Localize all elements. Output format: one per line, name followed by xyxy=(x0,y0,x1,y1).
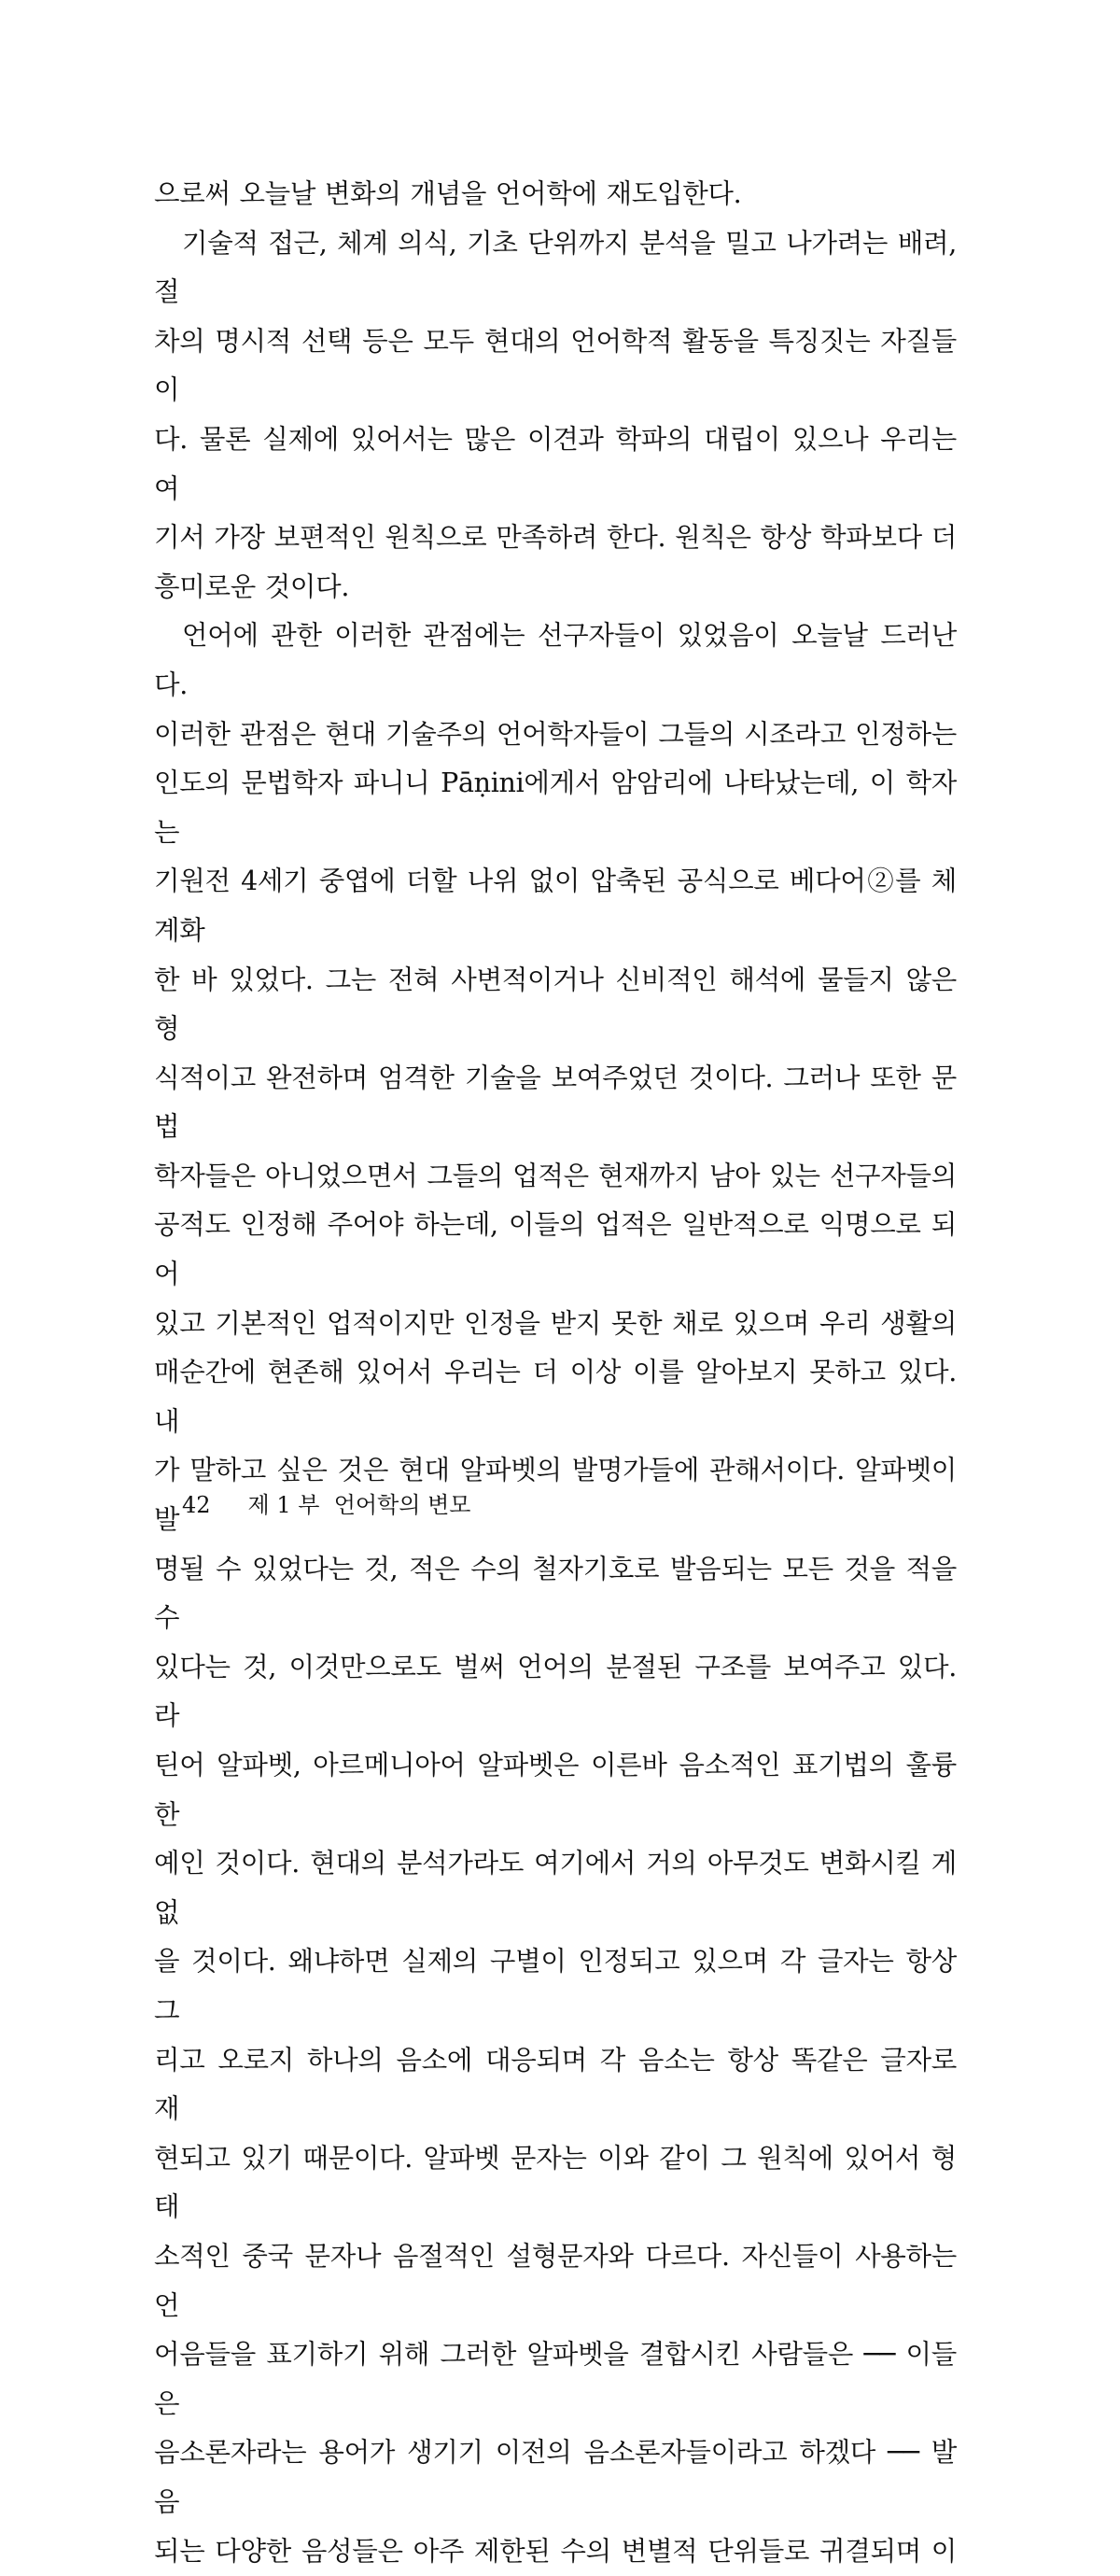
text-line: 학자들은 아니었으면서 그들의 업적은 현재까지 남아 있는 선구자들의 xyxy=(154,1152,957,1202)
text-line: 다. 물론 실제에 있어서는 많은 이견과 학파의 대립이 있으나 우리는 여 xyxy=(154,415,957,514)
text-line: 틴어 알파벳, 아르메니아어 알파벳은 이른바 음소적인 표기법의 훌륭한 xyxy=(154,1741,957,1839)
text-line: 어음들을 표기하기 위해 그러한 알파벳을 결합시킨 사람들은 ── 이들은 xyxy=(154,2330,957,2428)
text-line: 있다는 것, 이것만으로도 벌써 언어의 분절된 구조를 보여주고 있다. 라 xyxy=(154,1643,957,1741)
text-line: 기술적 접근, 체계 의식, 기초 단위까지 분석을 밀고 나가려는 배려, 절 xyxy=(154,219,957,317)
text-line: 소적인 중국 문자나 음절적인 설형문자와 다르다. 자신들이 사용하는 언 xyxy=(154,2232,957,2330)
text-line: 인도의 문법학자 파니니 Pāṇini에게서 암암리에 나타났는데, 이 학자는 xyxy=(154,759,957,857)
text-line: 기서 가장 보편적인 원칙으로 만족하려 한다. 원칙은 항상 학파보다 더 xyxy=(154,514,957,563)
text-line: 가 말하고 싶은 것은 현대 알파벳의 발명가들에 관해서이다. 알파벳이 발 xyxy=(154,1446,957,1544)
section-title: 제 1 부 언어학의 변모 xyxy=(248,1492,471,1518)
text-line: 을 것이다. 왜냐하면 실제의 구별이 인정되고 있으며 각 글자는 항상 그 xyxy=(154,1937,957,2035)
text-line: 있고 기본적인 업적이지만 인정을 받지 못한 채로 있으며 우리 생활의 xyxy=(154,1300,957,1349)
text-line: 언어에 관한 이러한 관점에는 선구자들이 있었음이 오늘날 드러난다. xyxy=(154,612,957,710)
text-line: 현되고 있기 때문이다. 알파벳 문자는 이와 같이 그 원칙에 있어서 형태 xyxy=(154,2134,957,2232)
text-line: 이러한 관점은 현대 기술주의 언어학자들이 그들의 시조라고 인정하는 xyxy=(154,711,957,760)
text-line: 음소론자라는 용어가 생기기 이전의 음소론자들이라고 하겠다 ── 발음 xyxy=(154,2428,957,2527)
text-line: 매순간에 현존해 있어서 우리는 더 이상 이를 알아보지 못하고 있다. 내 xyxy=(154,1348,957,1446)
body-text xyxy=(154,170,957,2576)
page-footer xyxy=(182,1486,470,1519)
text-line: 공적도 인정해 주어야 하는데, 이들의 업적은 일반적으로 익명으로 되어 xyxy=(154,1201,957,1299)
text-line: 흥미로운 것이다. xyxy=(154,563,957,612)
text-line: 식적이고 완전하며 엄격한 기술을 보여주었던 것이다. 그러나 또한 문법 xyxy=(154,1054,957,1152)
text-line: 차의 명시적 선택 등은 모두 현대의 언어학적 활동을 특징짓는 자질들이 xyxy=(154,317,957,415)
text-line: 한 바 있었다. 그는 전혀 사변적이거나 신비적인 해석에 물들지 않은 형 xyxy=(154,956,957,1054)
text-line: 리고 오로지 하나의 음소에 대응되며 각 음소는 항상 똑같은 글자로 재 xyxy=(154,2036,957,2134)
text-line: 명될 수 있었다는 것, 적은 수의 철자기호로 발음되는 모든 것을 적을 수 xyxy=(154,1545,957,1643)
text-line: 기원전 4세기 중엽에 더할 나위 없이 압축된 공식으로 베다어②를 체계화 xyxy=(154,857,957,955)
page-number: 42 xyxy=(182,1492,211,1518)
text-line: 예인 것이다. 현대의 분석가라도 여기에서 거의 아무것도 변화시킬 게 없 xyxy=(154,1839,957,1937)
text-line: 으로써 오늘날 변화의 개념을 언어학에 재도입한다. xyxy=(154,170,957,219)
text-line: 되는 다양한 음성들은 아주 제한된 수의 변별적 단위들로 귀결되며 이 xyxy=(154,2527,957,2576)
